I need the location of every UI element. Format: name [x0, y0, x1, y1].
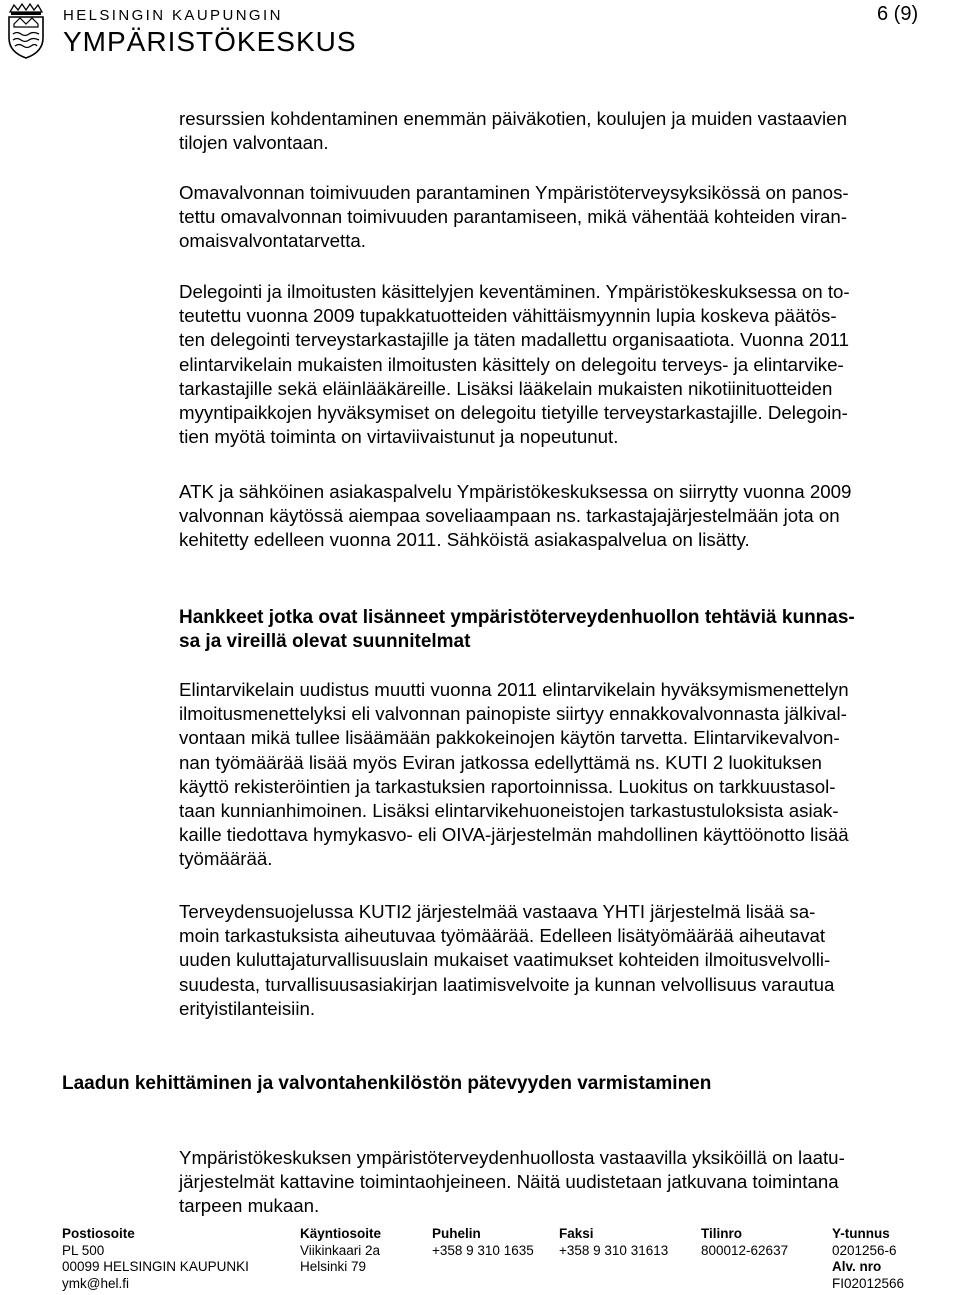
footer-email-link[interactable]: ymk@hel.fi: [62, 1275, 129, 1291]
footer-value: Viikinkaari 2a: [300, 1242, 381, 1258]
page-number: 6 (9): [877, 3, 919, 25]
paragraph-food-law: [179, 678, 951, 872]
paragraph-line: järjestelmät kattavine toimintaohjeineen. Näitä uudistetaan jatkuvana toimintana: [179, 1171, 839, 1193]
footer-label: Tilinro: [701, 1226, 743, 1241]
footer-fax: [559, 1226, 668, 1259]
paragraph-line: vontaan mikä tullee lisäämään pakkokeinojen käytön tarvetta. Elintarvikevalvon-: [179, 727, 840, 749]
paragraph-line: omaisvalvontatarvetta.: [179, 230, 366, 252]
paragraph-line: Ympäristökeskuksen ympäristöterveydenhuollosta vastaavilla yksiköillä on laatu-: [179, 1147, 845, 1168]
paragraph-electronic-services: [179, 480, 951, 553]
paragraph-line: tilojen valvontaan.: [179, 132, 329, 154]
footer-visiting-address: [300, 1226, 381, 1276]
footer-label: Y-tunnus: [832, 1226, 890, 1241]
paragraph-line: erityistilanteisiin.: [179, 997, 316, 1019]
footer-label: Puhelin: [432, 1226, 481, 1241]
footer-value: Helsinki 79: [300, 1259, 367, 1275]
paragraph-line: tarpeen mukaan.: [179, 1195, 320, 1217]
heading-line: Hankkeet jotka ovat lisänneet ympäristöterveydenhuollon tehtäviä kunnas-: [179, 607, 855, 628]
footer-value: 00099 HELSINGIN KAUPUNKI: [62, 1259, 249, 1275]
paragraph-line: myyntipaikkojen hyväksymiset on delegoitu tietyille terveystarkastajille. Delegoin-: [179, 402, 848, 424]
paragraph-quality-systems: [179, 1146, 951, 1219]
footer-label: Käyntiosoite: [300, 1226, 382, 1241]
footer-label: Faksi: [559, 1226, 594, 1241]
paragraph-line: käyttö rekisteröintien ja tarkastuksien raportoinnissa. Luokitus on tarkkuustasol-: [179, 775, 836, 797]
paragraph-line: työmäärää.: [179, 848, 273, 870]
paragraph-line: Elintarvikelain uudistus muutti vuonna 2011 elintarvikelain hyväksymismenettelyn: [179, 679, 849, 700]
paragraph-line: Terveydensuojelussa KUTI2 järjestelmää vastaava YHTI järjestelmä lisää sa-: [179, 901, 816, 922]
footer-label: Postiosoite: [62, 1226, 135, 1241]
section-heading-projects: [179, 606, 855, 654]
paragraph-line: kehitetty edelleen vuonna 2011. Sähköistä asiakaspalvelua on lisätty.: [179, 529, 750, 551]
paragraph-line: valvonnan käytössä aiempaa soveliaampaan ns. tarkastajajärjestelmään jota on: [179, 505, 840, 527]
paragraph-line: taan kunnianhimoinen. Lisäksi elintarvikehuoneistojen tarkastustuloksista asiak-: [179, 800, 839, 822]
paragraph-line: uuden kuluttajaturvallisuuslain mukaiset vaatimukset kohteiden ilmoitusvelvolli-: [179, 949, 831, 971]
paragraph-line: suudesta, turvallisuusasiakirjan laatimisvelvoite ja kunnan velvollisuus varautua: [179, 973, 835, 995]
department-name: YMPÄRISTÖKESKUS: [63, 26, 357, 57]
footer-value: 0201256-6: [832, 1242, 897, 1258]
paragraph-line: Delegointi ja ilmoitusten käsittelyjen keventäminen. Ympäristökeskuksessa on to-: [179, 281, 850, 302]
organization-name: HELSINGIN KAUPUNGIN: [63, 7, 283, 24]
footer-business-id: [832, 1226, 904, 1292]
page-footer: [62, 1226, 952, 1294]
footer-phone: [432, 1226, 534, 1259]
paragraph-resources: [179, 107, 951, 155]
paragraph-line: tarkastajille sekä eläinlääkäreille. Lisäksi lääkelain mukaisten nikotiinituotteiden: [179, 377, 833, 399]
footer-value: +358 9 310 1635: [432, 1242, 534, 1258]
footer-value: +358 9 310 31613: [559, 1242, 669, 1258]
heading-line: Laadun kehittäminen ja valvontahenkilöstön pätevyyden varmistaminen: [62, 1073, 712, 1094]
footer-vat-label: Alv. nro: [832, 1259, 882, 1275]
paragraph-line: tien myötä toiminta on virtaviivaistunut ja nopeutunut.: [179, 426, 619, 448]
paragraph-line: ten delegointi terveystarkastajille ja täten madallettu organisaatiota. Vuonna 2011: [179, 329, 850, 351]
paragraph-line: ATK ja sähköinen asiakaspalvelu Ympäristökeskuksessa on siirrytty vuonna 2009: [179, 481, 852, 502]
heading-line: sa ja vireillä olevat suunnitelmat: [179, 631, 471, 652]
paragraph-line: moin tarkastuksista aiheutuvaa työmäärää. Edelleen lisätyömäärää aiheutavat: [179, 925, 826, 947]
paragraph-line: Omavalvonnan toimivuuden parantaminen Ympäristöterveysyksikössä on panos-: [179, 182, 849, 203]
footer-value: PL 500: [62, 1242, 105, 1258]
footer-account: [701, 1226, 788, 1259]
footer-postal-address: [62, 1226, 249, 1292]
paragraph-line: teutettu vuonna 2009 tupakkatuotteiden vähittäismyynnin lupia koskeva päätös-: [179, 305, 837, 327]
paragraph-line: tettu omavalvonnan toimivuuden parantamiseen, mikä vähentää kohteiden viran-: [179, 206, 847, 228]
paragraph-line: nan työmäärää lisää myös Eviran jatkossa edellyttämä ns. KUTI 2 luokituksen: [179, 751, 822, 773]
footer-vat-value: FI02012566: [832, 1275, 905, 1291]
paragraph-health-protection: [179, 900, 951, 1021]
paragraph-delegation: [179, 280, 951, 449]
section-heading-quality: [62, 1072, 711, 1096]
paragraph-line: resurssien kohdentaminen enemmän päiväkotien, koulujen ja muiden vastaavien: [179, 108, 847, 129]
footer-value: 800012-62637: [701, 1242, 789, 1258]
paragraph-line: elintarvikelain mukaisten ilmoitusten käsittely on delegoitu terveys- ja elintarvike-: [179, 353, 844, 375]
paragraph-line: kaille tiedottava hymykasvo- eli OIVA-järjestelmän mahdollinen käyttöönotto lisää: [179, 824, 849, 846]
paragraph-line: ilmoitusmenettelyksi eli valvonnan painopiste siirtyy ennakkovalvonnasta jälkival-: [179, 703, 847, 725]
paragraph-self-monitoring: [179, 181, 951, 254]
helsinki-coat-of-arms-icon: [4, 2, 48, 60]
